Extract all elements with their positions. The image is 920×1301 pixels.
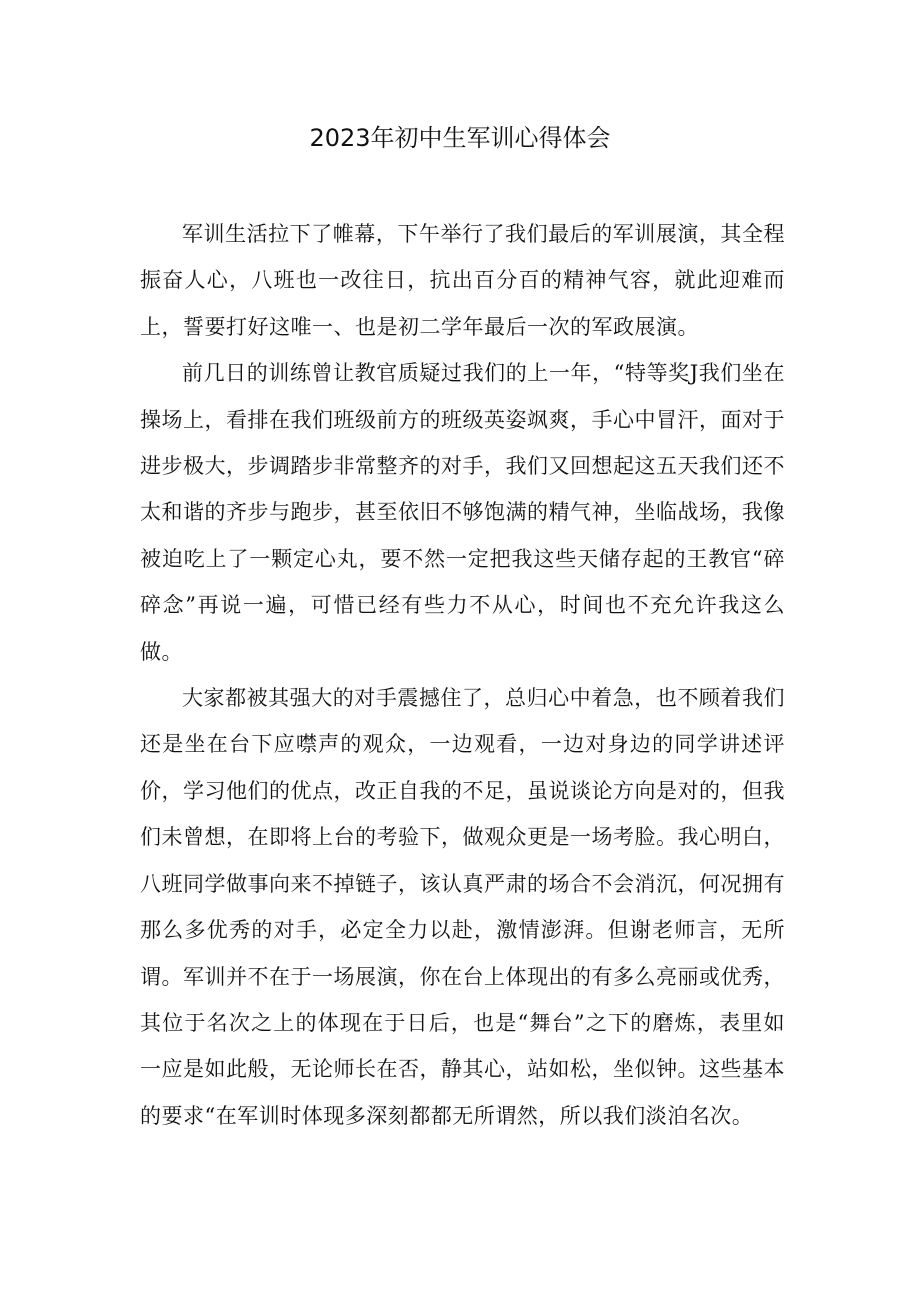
paragraph-3: 大家都被其强大的对手震撼住了，总归心中着急，也不顾着我们还是坐在台下应噤声的观众，一边观看，一边对身边的同学讲述评价，学习他们的优点，改正自我的不足，虽说谈论方向是对的，但我们未曾想，在即将上台的考验下，做观众更是一场考脸。我心明白，八班同学做事向来不掉链子，该认真严肃的场合不会消沉，何况拥有那么多优秀的对手，必定全力以赴，激情澎湃。但谢老师言，无所谓。军训并不在于一场展演，你在台上体现出的有多么亮丽或优秀，其位于名次之上的体现在于日后，也是“舞台”之下的磨炼，表里如一应是如此般，无论师长在否，静其心，站如松，坐似钟。这些基本的要求“在军训时体现多深刻都都无所谓然，所以我们淡泊名次。 xyxy=(140,686,785,1128)
paragraph-2: 前几日的训练曾让教官质疑过我们的上一年，“特等奖J我们坐在操场上，看排在我们班级前方的班级英姿飒爽，手心中冒汗，面对于进步极大，步调踏步非常整齐的对手，我们又回想起这五天我们还不太和谐的齐步与跑步，甚至依旧不够饱满的精气神，坐临战场，我像被迫吃上了一颗定心丸，要不然一定把我这些天储存起的王教官“碎碎念”再说一遍，可惜已经有些力不从心，时间也不充允许我这么做。 xyxy=(140,361,785,664)
paragraph-1: 军训生活拉下了帷幕，下午举行了我们最后的军训展演，其全程振奋人心，八班也一改往日，抗出百分百的精神气容，就此迎难而上，誓要打好这唯一、也是初二学年最后一次的军政展演。 xyxy=(140,222,785,339)
document-title: 2023年初中生军训心得体会 xyxy=(309,124,611,152)
document-body xyxy=(140,211,785,1139)
